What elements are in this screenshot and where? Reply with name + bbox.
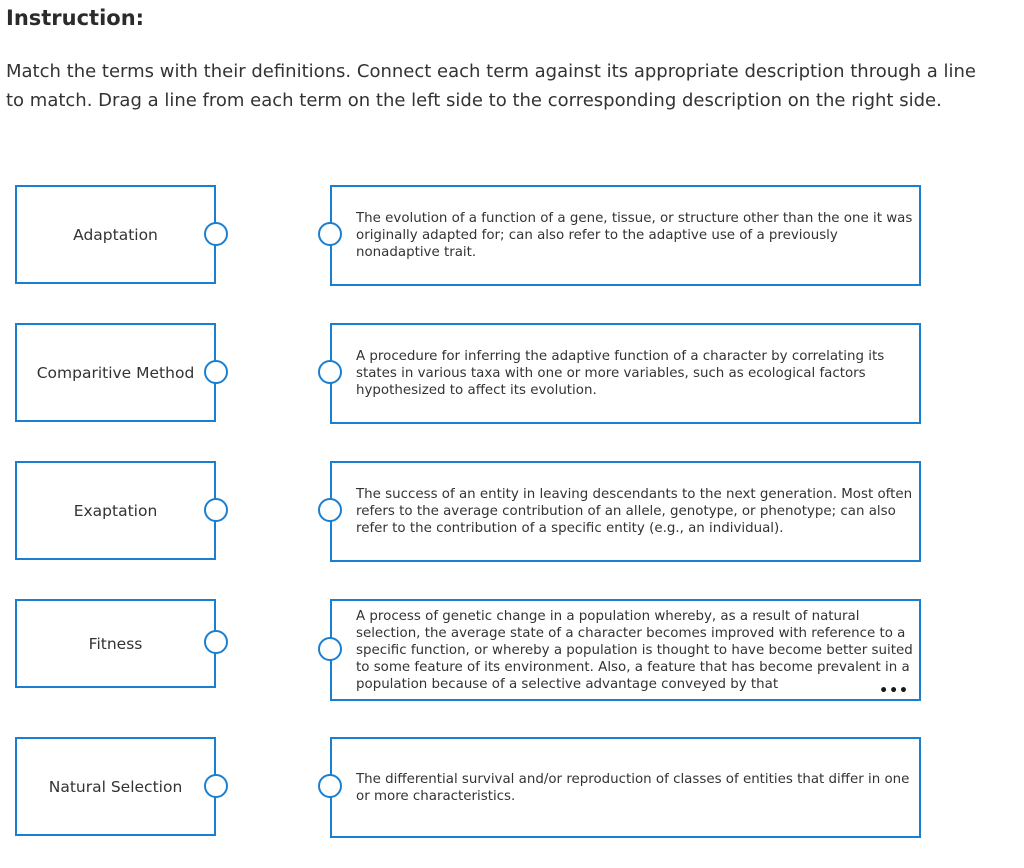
definition-connector-1[interactable] bbox=[318, 222, 342, 246]
definition-connector-4[interactable] bbox=[318, 637, 342, 661]
term-connector-natural-selection[interactable] bbox=[204, 774, 228, 798]
term-fitness[interactable] bbox=[15, 599, 216, 688]
term-label: Adaptation bbox=[73, 225, 158, 244]
term-label: Natural Selection bbox=[48, 777, 183, 796]
definition-5[interactable] bbox=[330, 737, 921, 838]
definition-text: A procedure for inferring the adaptive function of a character by correlating its states in various taxa with one or more variables, such as ecological factors hypothesized to affect its evolution. bbox=[356, 349, 885, 398]
definition-2[interactable] bbox=[330, 323, 921, 424]
definition-text: The differential survival and/or reproduction of classes of entities that differ in one or more characteristics. bbox=[356, 771, 910, 804]
term-connector-comparitive-method[interactable] bbox=[204, 360, 228, 384]
term-connector-adaptation[interactable] bbox=[204, 222, 228, 246]
definition-text: A process of genetic change in a population whereby, as a result of natural selection, the average state of a character becomes improved with reference to a specific function, or whereby a population is thought to have become better suited to some feature of its environment. Also, a feature that has become prevalent in a population because of a selective advantage conveyed by that bbox=[356, 608, 913, 692]
term-label: Comparitive Method bbox=[36, 363, 195, 382]
definition-connector-2[interactable] bbox=[318, 360, 342, 384]
instruction-text: Match the terms with their definitions. Connect each term against its appropriate description through a line to match. Drag a line from each term on the left side to the corresponding description on the right side. bbox=[6, 61, 976, 111]
definition-1[interactable] bbox=[330, 185, 921, 286]
definition-3[interactable] bbox=[330, 461, 921, 562]
term-label: Fitness bbox=[88, 634, 143, 653]
instruction-title: Instruction: bbox=[6, 6, 145, 30]
definition-connector-3[interactable] bbox=[318, 498, 342, 522]
more-ellipsis-icon[interactable]: ••• bbox=[875, 685, 909, 697]
definition-connector-5[interactable] bbox=[318, 774, 342, 798]
term-connector-exaptation[interactable] bbox=[204, 498, 228, 522]
term-adaptation[interactable] bbox=[15, 185, 216, 284]
definition-4[interactable] bbox=[330, 599, 921, 701]
term-connector-fitness[interactable] bbox=[204, 630, 228, 654]
term-natural-selection[interactable] bbox=[15, 737, 216, 836]
term-label: Exaptation bbox=[73, 501, 158, 520]
term-comparitive-method[interactable] bbox=[15, 323, 216, 422]
definition-text: The evolution of a function of a gene, tissue, or structure other than the one it was originally adapted for; can also refer to the adaptive use of a previously nonadaptive trait. bbox=[356, 211, 913, 260]
definition-text: The success of an entity in leaving descendants to the next generation. Most often refers to the average contribution of an allele, genotype, or phenotype; can also refer to the contribution of a specific entity (e.g., an individual). bbox=[356, 487, 913, 536]
term-exaptation[interactable] bbox=[15, 461, 216, 560]
